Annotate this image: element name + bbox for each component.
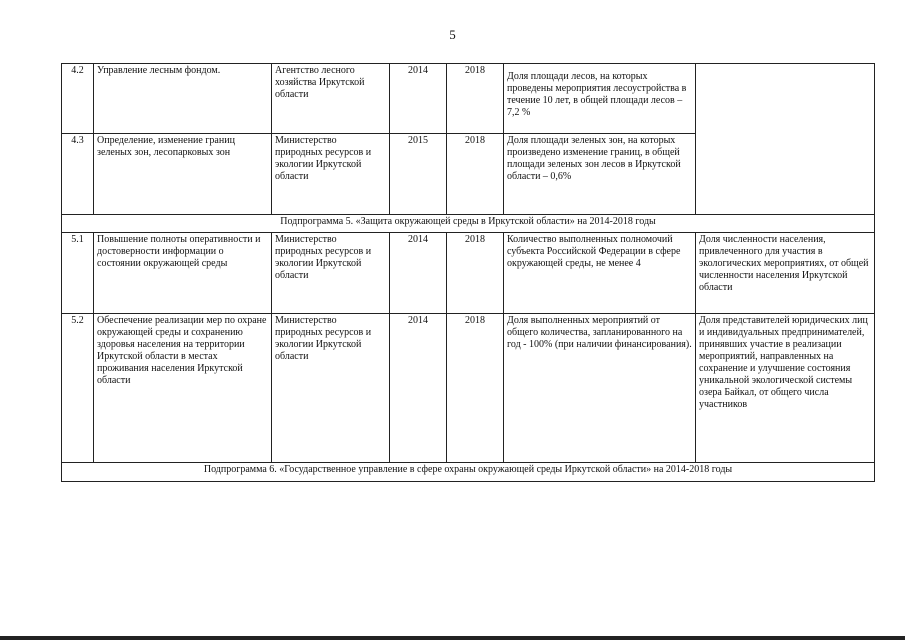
scan-edge [0, 636, 905, 640]
indicator: Доля выполненных мероприятий от общего количества, запланированного на год - 100% (при наличии финансирования). [504, 314, 696, 463]
measure-name: Обеспечение реализации мер по охране окружающей среды и сохранению здоровья населения на территории Иркутской области в местах проживания населения Иркутской области [94, 314, 272, 463]
end-year: 2018 [447, 314, 504, 463]
end-year: 2018 [447, 233, 504, 314]
start-year: 2014 [390, 64, 447, 134]
row-number: 4.2 [62, 64, 94, 134]
start-year: 2015 [390, 134, 447, 215]
indicator-secondary: Доля численности населения, привлеченного для участия в экологических мероприятиях, от общей численности населения Иркутской области [696, 233, 875, 314]
measure-name: Управление лесным фондом. [94, 64, 272, 134]
measure-name: Повышение полноты оперативности и достоверности информации о состоянии окружающей среды [94, 233, 272, 314]
executor: Министерство природных ресурсов и экологии Иркутской области [272, 134, 390, 215]
start-year: 2014 [390, 233, 447, 314]
indicator: Доля площади зеленых зон, на которых произведено изменение границ, в общей площади зеленых зон лесов в Иркутской области – 0,6% [504, 134, 696, 215]
indicator [504, 64, 696, 134]
measures-table [61, 63, 875, 482]
table-row [62, 314, 875, 463]
row-number: 4.3 [62, 134, 94, 215]
end-year: 2018 [447, 134, 504, 215]
end-year: 2018 [447, 64, 504, 134]
table-row [62, 64, 875, 134]
start-year: 2014 [390, 314, 447, 463]
indicator: Количество выполненных полномочий субъекта Российской Федерации в сфере окружающей среды, не менее 4 [504, 233, 696, 314]
subprogram-row [62, 463, 875, 482]
executor: Министерство природных ресурсов и экологии Иркутской области [272, 314, 390, 463]
subprogram-5-title: Подпрограмма 5. «Защита окружающей среды в Иркутской области» на 2014-2018 годы [62, 215, 875, 233]
indicator-text: Доля площади лесов, на которых проведены мероприятия лесоустройства в течение 10 лет, в общей площади лесов – 7,2 % [507, 71, 687, 118]
subprogram-row [62, 215, 875, 233]
executor: Министерство природных ресурсов и экологии Иркутской области [272, 233, 390, 314]
indicator-secondary-empty [696, 64, 875, 215]
indicator-secondary: Доля представителей юридических лиц и индивидуальных предпринимателей, принявших участие в реализации мероприятий, направленных на сохранение и улучшение состояния уникальной экологической системы озера Байкал, от общего числа участников [696, 314, 875, 463]
row-number: 5.2 [62, 314, 94, 463]
measure-name: Определение, изменение границ зеленых зон, лесопарковых зон [94, 134, 272, 215]
row-number: 5.1 [62, 233, 94, 314]
page-number: 5 [449, 27, 456, 42]
table-row [62, 233, 875, 314]
subprogram-6-title: Подпрограмма 6. «Государственное управление в сфере охраны окружающей среды Иркутской области» на 2014-2018 годы [62, 463, 875, 482]
executor: Агентство лесного хозяйства Иркутской области [272, 64, 390, 134]
